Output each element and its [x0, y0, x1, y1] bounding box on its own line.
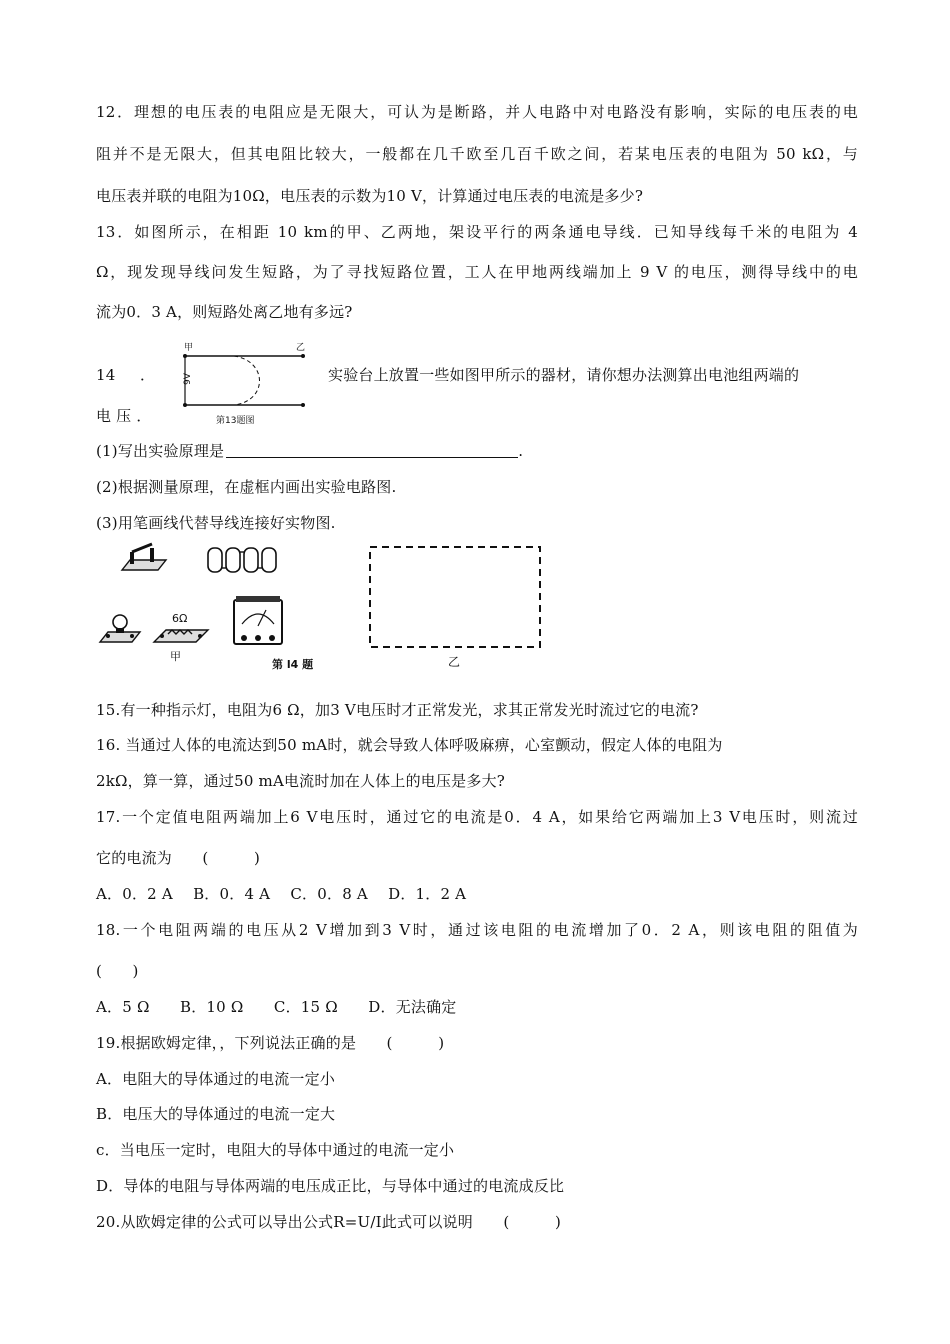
q14-number-text: 14 — [96, 366, 116, 384]
q17-line-2: 它的电流为 ( ) — [96, 849, 261, 867]
q14-line-1: 实验台上放置一些如图甲所示的器材，请你想办法测算出电池组两端的 — [328, 366, 800, 384]
q12-line-3: 电压表并联的电阻为10Ω，电压表的示数为10 V，计算通过电压表的电流是多少? — [96, 187, 644, 205]
resistor-label: 6Ω — [172, 612, 188, 625]
q19-option-d: D．导体的电阻与导体两端的电压成正比，与导体中通过的电流成反比 — [96, 1177, 565, 1195]
q13-fig-voltage-label: 9V — [183, 373, 193, 385]
q12-line-1: 12．理想的电压表的电阻应是无限大，可认为是断路，并人电路中对电路没有影响，实际的电压表的电 — [96, 103, 858, 121]
q18-options: A．5 Ω B．10 Ω C．15 Ω D．无法确定 — [96, 998, 457, 1016]
dashed-frame — [370, 547, 540, 647]
q19-line-1: 19.根据欧姆定律，，下列说法正确的是 ( ) — [96, 1034, 445, 1052]
q16-line-2: 2kΩ，算一算，通过50 mA电流时加在人体上的电压是多大? — [96, 772, 506, 790]
q14-answer-blank[interactable] — [226, 443, 518, 458]
box-yi-label: 乙 — [448, 655, 461, 669]
voltmeter-icon — [234, 596, 282, 644]
q19-option-b: B．电压大的导体通过的电流一定大 — [96, 1105, 336, 1123]
apparatus-jia-label: 甲 — [170, 650, 181, 663]
resistor-icon — [154, 612, 208, 642]
q14-sub-1-text: (1)写出实验原理是 — [96, 442, 225, 460]
q19-option-a: A．电阻大的导体通过的电流一定小 — [96, 1070, 336, 1088]
q12-line-2: 阻并不是无限大，但其电阻比较大，一般都在几千欧至几百千欧之间，若某电压表的电阻为 50 kΩ，与 — [96, 145, 858, 163]
q13-fig-caption: 第13题图 — [216, 416, 255, 426]
q19-option-c: c．当电压一定时，电阻大的导体中通过的电流一定小 — [96, 1141, 455, 1159]
q14-sub-1 — [96, 441, 523, 461]
q14-sub-3: (3)用笔画线代替导线连接好实物图. — [96, 514, 336, 532]
q18-line-1: 18.一个电阻两端的电压从2 V增加到3 V时，通过该电阻的电流增加了0．2 A，则该电阻的阻值为 — [96, 921, 858, 939]
q13-fig-label-jia: 甲 — [184, 343, 194, 353]
q14-sub-1-end: . — [518, 442, 524, 460]
q18-line-2: ( ) — [96, 962, 139, 980]
q14-dot: ． — [140, 366, 156, 384]
q17-line-1: 17.一个定值电阻两端加上6 V电压时，通过它的电流是0．4 A，如果给它两端加上3 V电压时，则流过 — [96, 808, 858, 826]
q13-line-1: 13．如图所示，在相距 10 km的甲、乙两地，架设平行的两条通电导线．已知导线每千米的电阻为 4 — [96, 223, 858, 241]
battery-pack-icon — [208, 548, 276, 572]
q13-fig-label-yi: 乙 — [296, 343, 306, 353]
switch-icon — [122, 544, 166, 570]
q14-circuit-drawing-box[interactable] — [366, 543, 546, 656]
q13-circuit-figure — [176, 341, 312, 427]
q13-line-3: 流为0．3 A，则短路处离乙地有多远? — [96, 303, 353, 321]
light-bulb-icon — [100, 615, 140, 642]
q14-number — [96, 365, 116, 385]
q13-line-2: Ω，现发现导线问发生短路，为了寻找短路位置，工人在甲地两线端加上 9 V 的电压，测得导线中的电 — [96, 263, 858, 281]
q13-fig-short-circuit-path — [234, 356, 260, 405]
q15-line-1: 15.有一种指示灯，电阻为6 Ω，加3 V电压时才正常发光，求其正常发光时流过它的电流? — [96, 701, 699, 719]
q17-options: A．0．2 A B．0．4 A C．0．8 A D．1．2 A — [96, 885, 467, 903]
q16-line-1: 16. 当通过人体的电流达到50 mA时，就会导致人体呼吸麻痹，心室颤动，假定人体的电阻为 — [96, 736, 723, 754]
q14-sub-2: (2)根据测量原理，在虚框内画出实验电路图. — [96, 478, 397, 496]
q14-apparatus-figure — [96, 540, 396, 670]
apparatus-caption: 第 l4 题 — [272, 658, 314, 670]
q14-line-2: 电 压 ． — [96, 407, 152, 425]
q20-line-1: 20.从欧姆定律的公式可以导出公式R=U/I此式可以说明 ( ) — [96, 1213, 562, 1231]
